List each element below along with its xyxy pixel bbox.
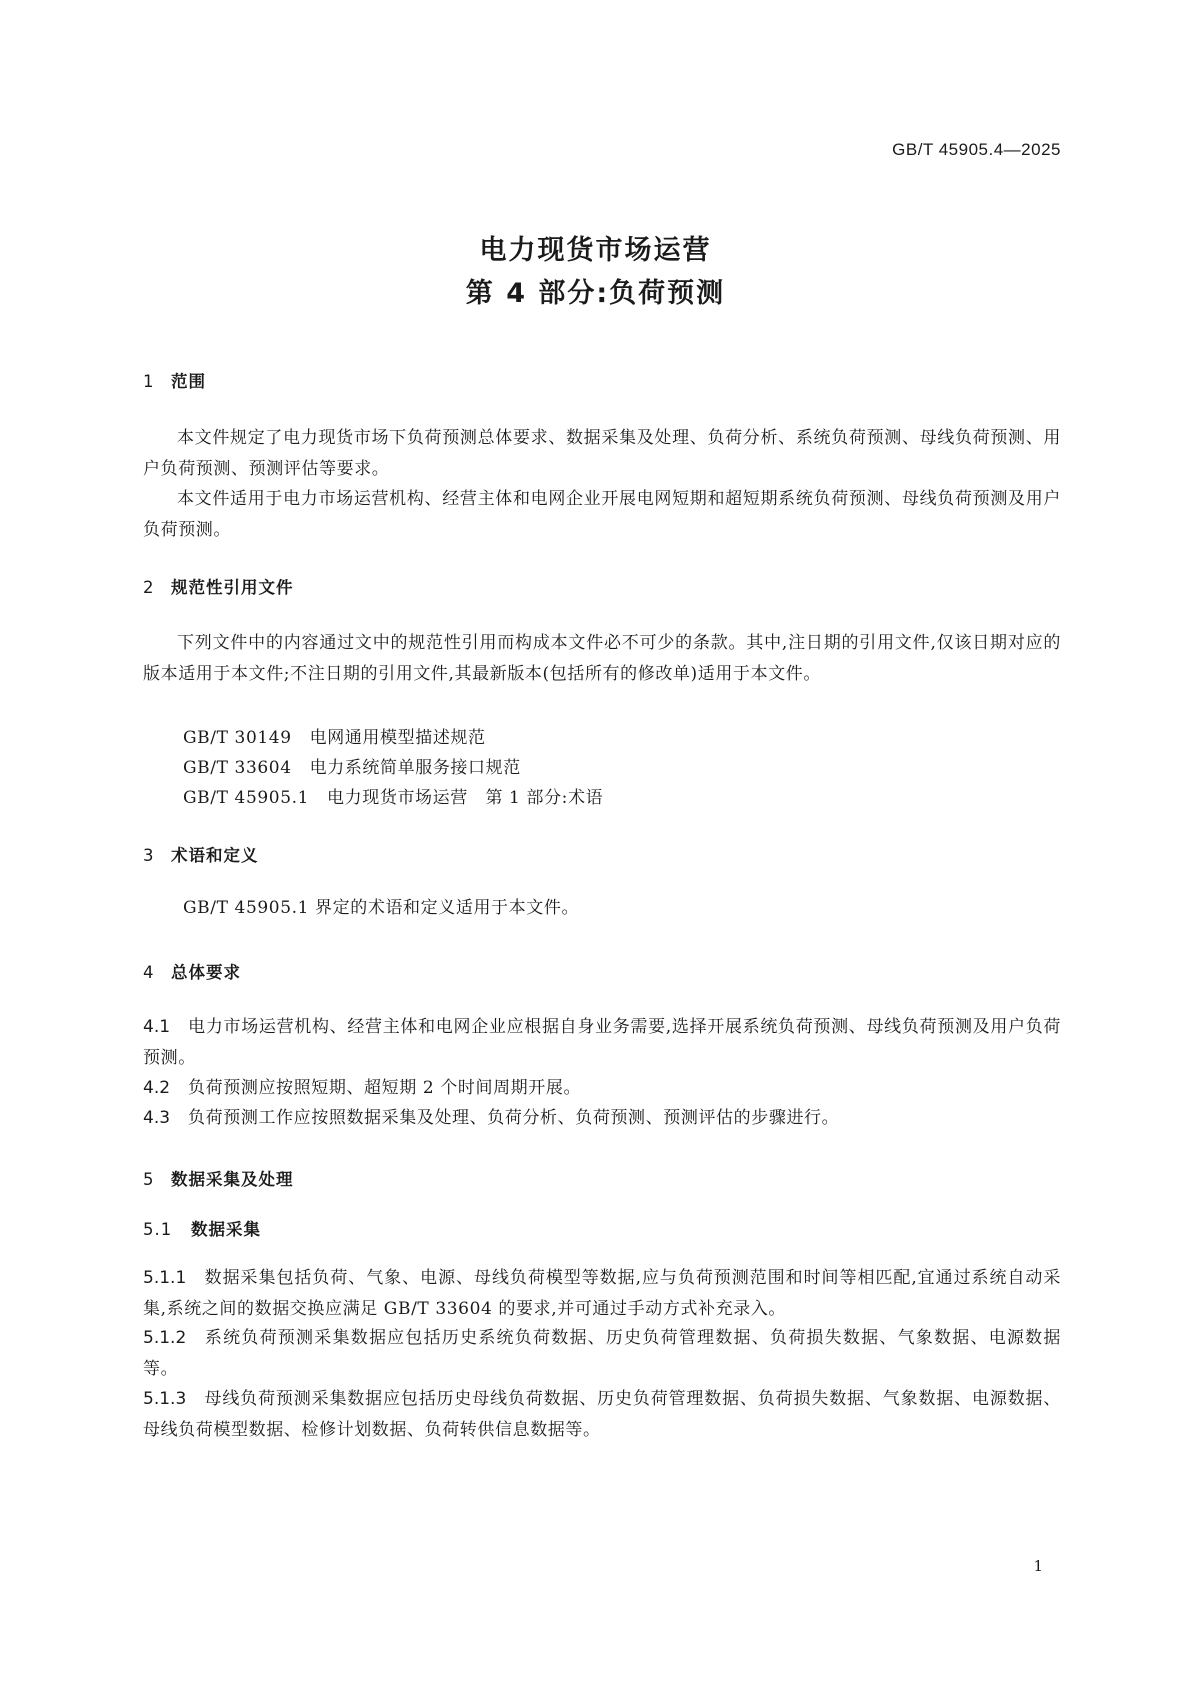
subsection-5-1-heading (143, 1216, 261, 1240)
clause-number: 4.3 (143, 1108, 171, 1128)
section-number: 3 (143, 846, 155, 865)
clause-text: 负荷预测工作应按照数据采集及处理、负荷分析、负荷预测、预测评估的步骤进行。 (188, 1108, 840, 1128)
subsection-title: 数据采集 (191, 1220, 261, 1239)
clause-number: 4.1 (143, 1017, 171, 1037)
section-2-heading (143, 574, 294, 598)
section-number: 2 (143, 578, 155, 597)
document-title: 电力现货市场运营 (479, 235, 712, 266)
section-1-paragraph-2: 本文件适用于电力市场运营机构、经营主体和电网企业开展电网短期和超短期系统负荷预测、母线负荷预测及用户负荷预测。 (143, 489, 1061, 540)
subsection-number: 5.1 (143, 1220, 173, 1239)
normative-reference (183, 753, 521, 778)
section-title: 规范性引用文件 (171, 578, 294, 597)
clause-text: 系统负荷预测采集数据应包括历史系统负荷数据、历史负荷管理数据、负荷损失数据、气象数据、电源数据等。 (143, 1328, 1061, 1379)
clause-number: 4.2 (143, 1078, 171, 1098)
section-2-paragraph-1: 下列文件中的内容通过文中的规范性引用而构成本文件必不可少的条款。其中,注日期的引用文件,仅该日期对应的版本适用于本文件;不注日期的引用文件,其最新版本(包括所有的修改单)适用于本文件。 (143, 633, 1061, 684)
reference-title: 电力系统简单服务接口规范 (309, 758, 521, 778)
clause-4-1 (143, 1012, 1061, 1074)
section-title: 数据采集及处理 (171, 1170, 294, 1189)
section-1-heading (143, 368, 206, 392)
section-5-heading (143, 1166, 294, 1190)
clause-text: 数据采集包括负荷、气象、电源、母线负荷模型等数据,应与负荷预测范围和时间等相匹配,宜通过系统自动采集,系统之间的数据交换应满足 GB/T 33604 的要求,并可通过手动方式补充录入。 (143, 1268, 1061, 1319)
section-number: 5 (143, 1170, 155, 1189)
section-3-heading (143, 842, 259, 866)
page-number: 1 (1033, 1557, 1043, 1575)
section-4-heading (143, 959, 241, 983)
reference-title: 电力现货市场运营 第 1 部分:术语 (327, 788, 604, 808)
reference-code: GB/T 30149 (183, 728, 292, 748)
reference-code: GB/T 45905.1 (183, 788, 310, 808)
section-3-paragraph-1: GB/T 45905.1 界定的术语和定义适用于本文件。 (183, 898, 580, 918)
section-title: 术语和定义 (171, 846, 259, 865)
clause-number: 5.1.1 (143, 1268, 187, 1288)
reference-title: 电网通用模型描述规范 (309, 728, 486, 748)
normative-reference (183, 783, 603, 808)
section-title: 范围 (171, 372, 206, 391)
normative-reference (183, 723, 486, 748)
standard-number: GB/T 45905.4—2025 (892, 140, 1061, 159)
section-number: 1 (143, 372, 155, 391)
clause-number: 5.1.2 (143, 1328, 187, 1348)
clause-5-1-2 (143, 1323, 1061, 1385)
section-title: 总体要求 (171, 963, 241, 982)
clause-5-1-3 (143, 1384, 1061, 1446)
clause-number: 5.1.3 (143, 1389, 187, 1409)
clause-4-3 (143, 1103, 1061, 1134)
clause-text: 电力市场运营机构、经营主体和电网企业应根据自身业务需要,选择开展系统负荷预测、母线负荷预测及用户负荷预测。 (143, 1017, 1061, 1068)
clause-text: 负荷预测应按照短期、超短期 2 个时间周期开展。 (188, 1078, 582, 1098)
document-subtitle: 第 4 部分:负荷预测 (465, 278, 726, 309)
reference-code: GB/T 33604 (183, 758, 292, 778)
section-1-paragraph-1: 本文件规定了电力现货市场下负荷预测总体要求、数据采集及处理、负荷分析、系统负荷预测、母线负荷预测、用户负荷预测、预测评估等要求。 (143, 428, 1061, 479)
clause-5-1-1 (143, 1263, 1061, 1325)
section-number: 4 (143, 963, 155, 982)
clause-text: 母线负荷预测采集数据应包括历史母线负荷数据、历史负荷管理数据、负荷损失数据、气象数据、电源数据、母线负荷模型数据、检修计划数据、负荷转供信息数据等。 (143, 1389, 1061, 1440)
clause-4-2 (143, 1073, 1061, 1104)
